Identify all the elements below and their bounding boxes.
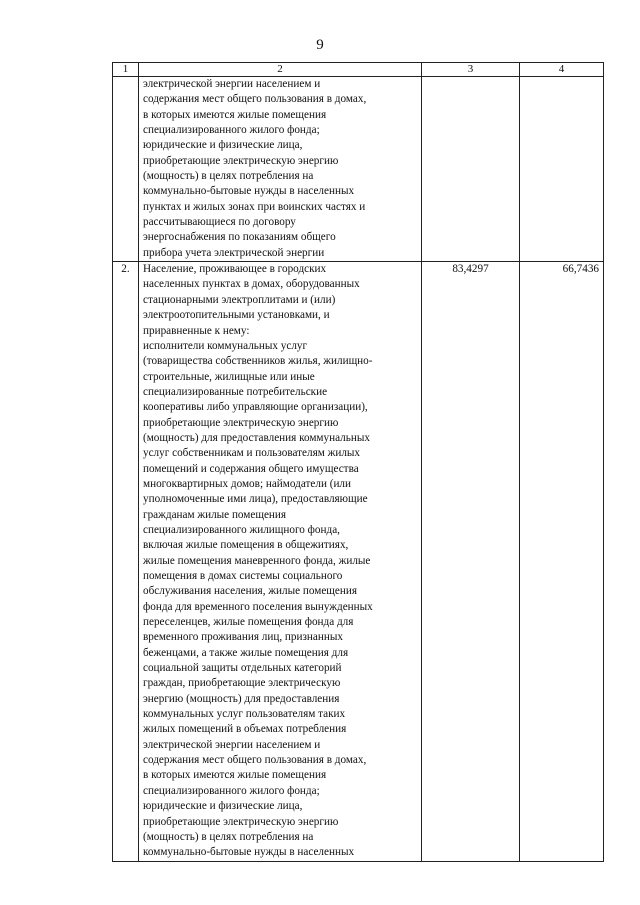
description-line: в которых имеются жилые помещения xyxy=(143,769,327,782)
row-value-col3: 83,4297 xyxy=(422,262,520,861)
description-line: многоквартирных домов; наймодатели (или xyxy=(143,477,352,490)
header-col-2: 2 xyxy=(139,63,422,77)
description-line: услуг собственникам и пользователям жилых xyxy=(143,447,361,460)
page-number: 9 xyxy=(316,37,324,53)
description-line: (мощность) в целях потребления на xyxy=(143,830,314,843)
description-line: помещений и содержания общего имущества xyxy=(143,462,359,475)
description-line: специализированные потребительские xyxy=(143,385,328,398)
description-line: содержания мест общего пользования в домах, xyxy=(143,754,367,767)
description-line: жилых помещений в объемах потребления xyxy=(143,723,347,736)
description-line: приобретающие электрическую энергию xyxy=(143,416,339,429)
description-line: фонда для временного поселения вынужденных xyxy=(143,600,373,613)
description-line: переселенцев, жилые помещения фонда для xyxy=(143,616,354,629)
description-line: электрической энергии населением и xyxy=(143,78,321,90)
description-line: юридические и физические лица, xyxy=(143,800,303,813)
row-number: 2. xyxy=(113,262,139,861)
description-line: коммунально-бытовые нужды в населенных xyxy=(143,185,355,198)
description-line: прибора учета электрической энергии xyxy=(143,246,325,259)
row-number xyxy=(113,77,139,262)
description-line: специализированного жилищного фонда, xyxy=(143,523,340,536)
description-line: уполномоченные ими лица), предоставляющие xyxy=(143,493,368,506)
description-line: коммунальных услуг пользователям таких xyxy=(143,708,346,721)
description-line: граждан, приобретающие электрическую xyxy=(143,677,341,690)
description-line: включая жилые помещения в общежитиях, xyxy=(143,539,349,552)
header-col-1: 1 xyxy=(113,63,139,77)
description-line: гражданам жилые помещения xyxy=(143,508,287,521)
description-line: приравненные к нему: xyxy=(143,324,250,337)
description-line: специализированного жилого фонда; xyxy=(143,784,320,797)
description-line: исполнители коммунальных услуг xyxy=(143,339,308,352)
description-line: приобретающие электрическую энергию xyxy=(143,815,339,828)
description-line: социальной защиты отдельных категорий xyxy=(143,662,342,675)
description-line: стационарными электроплитами и (или) xyxy=(143,293,336,306)
description-line: населенных пунктах в домах, оборудованных xyxy=(143,278,360,291)
description-line: пунктах и жилых зонах при воинских частях и xyxy=(143,200,366,213)
description-line: обслуживания населения, жилые помещения xyxy=(143,585,357,598)
description-line: в которых имеются жилые помещения xyxy=(143,108,327,121)
description-line: (товарищества собственников жилья, жилищно- xyxy=(143,355,373,368)
description-line: жилые помещения маневренного фонда, жилые xyxy=(143,554,371,567)
description-line: электроотопительными установками, и xyxy=(143,309,330,322)
description-line: (мощность) для предоставления коммунальных xyxy=(143,431,370,444)
description-line: приобретающие электрическую энергию xyxy=(143,154,339,167)
description-line: кооперативы либо управляющие организации), xyxy=(143,401,368,414)
description-line: электрической энергии населением и xyxy=(143,738,321,751)
row-description xyxy=(139,262,422,861)
tariff-table xyxy=(112,62,604,862)
description-line: рассчитывающиеся по договору xyxy=(143,216,296,229)
description-line: энергоснабжения по показаниям общего xyxy=(143,231,336,244)
table-row xyxy=(113,262,604,861)
table-header-row xyxy=(113,63,604,77)
description-line: (мощность) в целях потребления на xyxy=(143,170,314,183)
row-value-col4: 66,7436 xyxy=(520,262,604,861)
description-line: Население, проживающее в городских xyxy=(143,263,327,276)
description-line: энергию (мощность) для предоставления xyxy=(143,692,340,705)
description-line: временного проживания лиц, признанных xyxy=(143,631,343,644)
description-line: специализированного жилого фонда; xyxy=(143,124,320,137)
row-description xyxy=(139,77,422,262)
row-value-col4 xyxy=(520,77,604,262)
description-line: коммунально-бытовые нужды в населенных xyxy=(143,846,355,859)
header-col-3: 3 xyxy=(422,63,520,77)
description-line: юридические и физические лица, xyxy=(143,139,303,152)
row-value-col3 xyxy=(422,77,520,262)
description-line: содержания мест общего пользования в домах, xyxy=(143,93,367,106)
table-row xyxy=(113,77,604,262)
description-line: помещения в домах системы социального xyxy=(143,570,343,582)
header-col-4: 4 xyxy=(520,63,604,77)
description-line: беженцами, а также жилые помещения для xyxy=(143,646,349,659)
description-line: строительные, жилищные или иные xyxy=(143,370,315,383)
